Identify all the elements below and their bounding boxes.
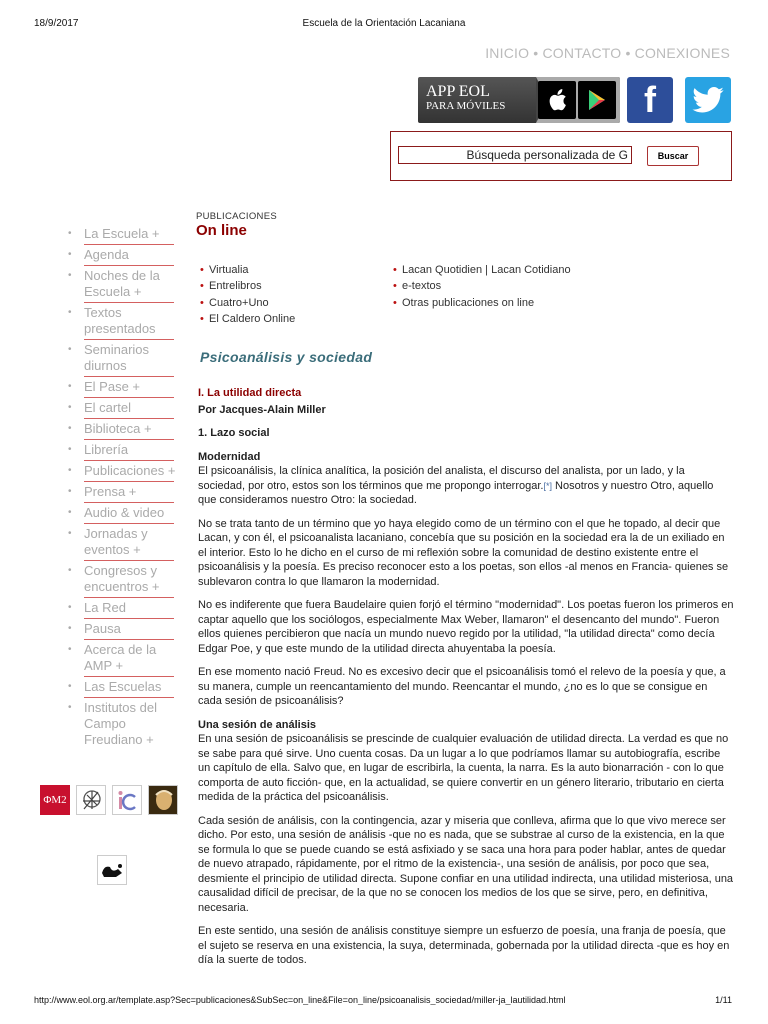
publication-link[interactable]: • Virtualia xyxy=(200,262,295,278)
sidebar-item-label: La Red xyxy=(84,600,126,615)
sidebar-item[interactable] xyxy=(68,379,180,398)
subheading-sesion: Una sesión de análisis xyxy=(198,718,316,731)
sidebar-item[interactable] xyxy=(68,305,180,340)
sidebar-item[interactable] xyxy=(68,421,180,440)
bullet-icon: • xyxy=(68,602,72,613)
bullet-icon: • xyxy=(68,623,72,634)
bullet-icon: • xyxy=(68,228,72,239)
banner-text xyxy=(426,84,505,114)
bullet-icon: • xyxy=(68,307,72,318)
section-title: On line xyxy=(196,222,247,239)
partner-logos xyxy=(40,785,184,815)
publication-link[interactable]: • Entrelibros xyxy=(200,278,295,294)
bullet-icon: • xyxy=(68,507,72,518)
print-date: 18/9/2017 xyxy=(34,18,79,29)
print-page-number: 1/11 xyxy=(715,995,732,1005)
lacan-portrait-logo[interactable] xyxy=(148,785,178,815)
sidebar-item[interactable] xyxy=(68,526,180,561)
bullet-icon: • xyxy=(68,465,72,476)
print-footer-url: http://www.eol.org.ar/template.asp?Sec=publicaciones&SubSec=on_line&File=on_line/psicoanalisis_sociedad/miller-ja_lautilidad.html xyxy=(34,995,566,1005)
twitter-icon[interactable] xyxy=(685,77,731,123)
wheel-sketch-logo[interactable] xyxy=(76,785,106,815)
search-input[interactable] xyxy=(398,146,632,164)
bullet-icon: • xyxy=(68,528,72,539)
nav-separator: • xyxy=(529,45,543,61)
sidebar-item-label: Prensa + xyxy=(84,484,137,499)
bullet-icon: • xyxy=(68,402,72,413)
top-nav xyxy=(485,45,730,61)
subheading-modernidad: Modernidad xyxy=(198,450,261,463)
sidebar-item-label: El Pase + xyxy=(84,379,141,394)
banner-line1: APP EOL xyxy=(426,83,490,100)
sidebar-item-label: Pausa xyxy=(84,621,121,636)
chapter-heading: 1. Lazo social xyxy=(198,427,270,439)
sidebar-item[interactable] xyxy=(68,226,180,245)
bullet-icon: • xyxy=(68,270,72,281)
banner-line2: PARA MÓVILES xyxy=(426,100,506,112)
search-button[interactable]: Buscar xyxy=(647,146,699,166)
sidebar-item[interactable] xyxy=(68,700,180,751)
sidebar-item[interactable] xyxy=(68,505,180,524)
sidebar-item[interactable] xyxy=(68,342,180,377)
sidebar-item-label: Textos presentados xyxy=(84,305,156,336)
sidebar-item[interactable] xyxy=(68,484,180,503)
ic-logo[interactable] xyxy=(112,785,142,815)
publications-list-2 xyxy=(393,262,571,311)
sidebar-item-label: Las Escuelas xyxy=(84,679,162,694)
sidebar-item[interactable] xyxy=(68,442,180,461)
sidebar-item[interactable] xyxy=(68,268,180,303)
bullet-icon: • xyxy=(68,644,72,655)
paragraph: Cada sesión de análisis, con la contingencia, azar y miseria que conlleva, afirma que lo que vivo merece ser dicho. Por esto, una sesión de análisis -que no es nada, que se substrae al curso de la existencia, en la que se formula lo que se puede cuando se está asfixiado y se saca una hora para poder hablar, antes de quedar de nuevo atrapado, rápidamente, por el ritmo de la existencia-, una sesión de análisis, por poco que sea, desmiente el principio de utilidad directa. Supone confiar en una utilidad indirecta, una utilidad misteriosa, una causalidad difícil de precisar, de la que no se conocen los medios de los que se sirve, pero, en definitiva, necesaria. xyxy=(198,814,734,914)
nav-contacto[interactable]: CONTACTO xyxy=(542,45,622,61)
search-panel xyxy=(390,131,732,181)
sidebar-item-label: La Escuela + xyxy=(84,226,160,241)
app-eol-banner[interactable] xyxy=(418,77,620,123)
sidebar-item[interactable] xyxy=(68,563,180,598)
publications-list-1 xyxy=(200,262,295,327)
bullet-icon: • xyxy=(68,444,72,455)
sidebar-item-label: Biblioteca + xyxy=(84,421,152,436)
section-kicker: PUBLICACIONES xyxy=(196,211,277,222)
sidebar-item-label: Noches de la Escuela + xyxy=(84,268,160,299)
publication-link[interactable]: • e-textos xyxy=(393,278,571,294)
sidebar-item-label: Publicaciones + xyxy=(84,463,176,478)
paragraph: En este sentido, una sesión de análisis constituye siempre un esfuerzo de poesía, una franja de poesía, que el sujeto se reserva en una existencia, la suya, determinada, gobernada por la utilidad directa -que es hoy en día la suerte de todos. xyxy=(198,925,730,966)
sidebar-item-label: Seminarios diurnos xyxy=(84,342,150,373)
sidebar-item-label: Congresos y encuentros + xyxy=(84,563,160,594)
print-title: Escuela de la Orientación Lacaniana xyxy=(302,18,466,29)
publication-link[interactable]: • Lacan Quotidien | Lacan Cotidiano xyxy=(393,262,571,278)
paragraph: En ese momento nació Freud. No es excesivo decir que el psicoanálisis tomó el relevo de la poesía y que, a su manera, cumple un reencantamiento del mundo. Reencantar el mundo, ¿no es lo que se consigue en cada sesión de psicoanálisis? xyxy=(198,666,726,707)
apple-icon[interactable] xyxy=(538,81,576,119)
paragraph: No se trata tanto de un término que yo haya elegido como de un término con el que he topado, al decir que Lacan, y con él, el psicoanalista lacaniano, concebía que su posición en la sociedad era la de un exiliado en el interior. Esto lo he dicho en el curso de mi reflexión sobre la comunidad de destino existente entre el psicoanálisis y la poesía. Es preciso reconocer esto a los poetas, son ellos -al menos en Francia- quienes se sublevaron contra lo que llamaron la modernidad. xyxy=(198,517,729,588)
partner-logos-2 xyxy=(40,855,184,885)
paragraph-text: El psicoanálisis, la clínica analítica, la posición del analista, el discurso del analista, por un lado, y la sociedad, por otro, estos son los términos que me propongo interrogar. xyxy=(198,465,685,492)
facebook-icon[interactable] xyxy=(627,77,673,123)
sidebar-item-label: Acerca de la AMP + xyxy=(84,642,157,673)
bullet-icon: • xyxy=(68,681,72,692)
sidebar-item-label: El cartel xyxy=(84,400,131,415)
sidebar-item[interactable] xyxy=(68,600,180,619)
bullet-icon: • xyxy=(68,702,72,713)
bullet-icon: • xyxy=(68,381,72,392)
publication-link[interactable]: • Otras publicaciones on line xyxy=(393,295,571,311)
bullet-icon: • xyxy=(68,423,72,434)
cat-logo[interactable] xyxy=(97,855,127,885)
sidebar-item-label: Institutos del Campo Freudiano + xyxy=(84,700,157,747)
sidebar-item[interactable] xyxy=(68,247,180,266)
sidebar-item[interactable] xyxy=(68,463,180,482)
bullet-icon: • xyxy=(68,344,72,355)
paragraph-text: Nosotros y nuestro Otro, aquello que consideramos nuestro Otro: la sociedad. xyxy=(198,479,714,506)
article-author: Por Jacques-Alain Miller xyxy=(198,403,326,416)
publication-link[interactable]: • Cuatro+Uno xyxy=(200,295,295,311)
google-play-icon[interactable] xyxy=(578,81,616,119)
article-title: Psicoanálisis y sociedad xyxy=(200,349,373,365)
publication-link[interactable]: • El Caldero Online xyxy=(200,311,295,327)
sidebar-nav xyxy=(68,226,180,751)
sidebar-item[interactable] xyxy=(68,679,180,698)
bullet-icon: • xyxy=(68,486,72,497)
phi-m2-logo[interactable] xyxy=(40,785,70,815)
paragraph xyxy=(198,464,734,508)
sidebar-item-label: Librería xyxy=(84,442,129,457)
left-column xyxy=(43,226,184,885)
paragraph: En una sesión de psicoanálisis se prescinde de cualquier evaluación de utilidad directa. La verdad es que no se sabe para qué sirve. Uno cuenta cosas. Da un lugar a lo que podríamos llamar su autobiografía, escribe un capítulo de ella. Salvo que, en lugar de escribirla, la cuenta, la narra. Es la auto bionarración - con lo que comporta de auto ficción- que, en la actualidad, se quiere convertir en un género literario, tributario en cierta medida de la práctica del psicoanálisis. xyxy=(198,733,729,803)
sidebar-item-label: Agenda xyxy=(84,247,129,262)
phi-m2-text: ΦM2 xyxy=(43,794,67,806)
footnote-link[interactable]: [*] xyxy=(543,480,552,491)
nav-conexiones[interactable]: CONEXIONES xyxy=(634,45,730,61)
article-body xyxy=(198,386,734,977)
article-part-heading: I. La utilidad directa xyxy=(198,387,302,399)
bullet-icon: • xyxy=(68,565,72,576)
sidebar-item-label: Audio & video xyxy=(84,505,165,520)
sidebar-item[interactable] xyxy=(68,400,180,419)
sidebar-item[interactable] xyxy=(68,642,180,677)
facebook-glyph: f xyxy=(644,79,656,120)
sidebar-item[interactable] xyxy=(68,621,180,640)
sidebar-item-label: Jornadas y eventos + xyxy=(84,526,148,557)
nav-separator: • xyxy=(621,45,635,61)
paragraph: No es indiferente que fuera Baudelaire quien forjó el término "modernidad". Los poetas fueron los primeros en captar aquello que los sociólogos, especialmente Max Weber, llamaron" el desencanto del mundo". Fueron ellos quienes percibieron que nacía un mundo nuevo regido por la utilidad, "la utilidad directa" como decía Edgar Poe, y que este mundo de la utilidad directa ahuyentaba la poesía. xyxy=(198,599,734,655)
bullet-icon: • xyxy=(68,249,72,260)
nav-inicio[interactable]: INICIO xyxy=(485,45,530,61)
